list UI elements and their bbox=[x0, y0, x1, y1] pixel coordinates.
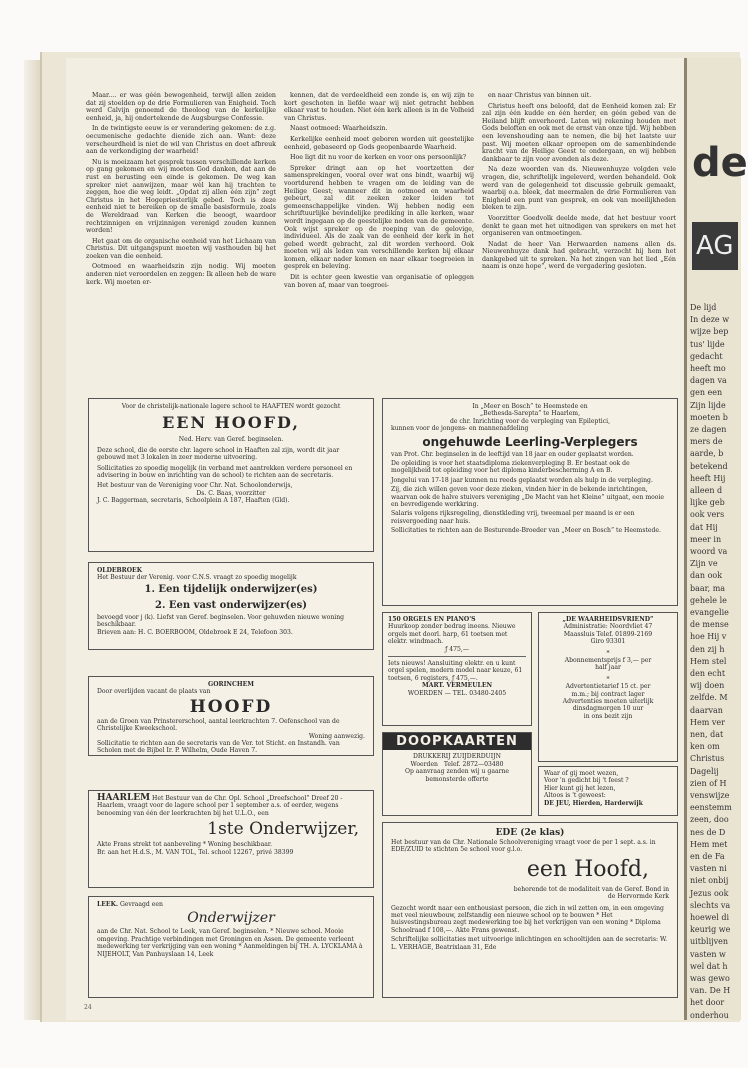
ede-big: een Hoofd, bbox=[526, 856, 649, 882]
right-column-line: Christus bbox=[690, 754, 725, 764]
haaften-body1: Deze school, die de eerste chr. lagere school in Haaften zal zijn, wordt dit jaar gebouwd met 3 lokalen in zeer moderne uitvoering. bbox=[97, 446, 340, 462]
heemstede-p6: Sollicitaties te richten aan de Besturende-Broeder van „Meer en Bosch” te Heemstede. bbox=[391, 527, 661, 535]
right-column-line: tus' lijde bbox=[690, 339, 725, 349]
waarheid-adv1: Advertentietarief 15 ct. per bbox=[565, 683, 651, 691]
col3-para: Christus heeft ons beloofd, dat de Eenheid komen zal: Er zal zijn één kudde en één herder, en géén gebed van de Heiland blijft onverhoord. Laten wij rekening houden met Gods beloften en ook met de ernst van onze tijd. Wij hebben een levenshouding aan te nemen, die bij het laatste uur past. Wij moeten elkaar oproepen om de samenbindende kracht van de Heilige Geest te ondergaan, en wij hebben dankbaar te zijn voor avonden als deze. bbox=[482, 102, 676, 163]
right-column-line: ook vers bbox=[690, 510, 725, 520]
right-column-line: In deze w bbox=[690, 315, 730, 325]
poem-line: Hier kunt gij het lezen, bbox=[544, 784, 616, 792]
col3-para: Voorzitter Goedvolk deelde mede, dat het bestuur voort denkt te gaan met het uitnodigen van sprekers en met het organiseren van ontmoetingen. bbox=[482, 214, 676, 238]
waarheid-adv2: m.m.; bij contract lager bbox=[571, 690, 645, 698]
orgels-title: 150 ORGELS EN PIANO'S bbox=[388, 616, 476, 623]
waarheid-admin: Administratie: Noordvliet 47 bbox=[563, 623, 653, 631]
right-column-line: den echt bbox=[690, 669, 726, 678]
ede-body: Gezocht wordt naar een enthousiast persoon, die zich in wil zetten om, in een omgeving met veel nieuwbouw, zelfstandig een nieuwe school op te bouwen * Het huisvestingsbureau zegt medewerking toe bij het verkrijgen van een woning * Diploma Schoolraad f 108,—. Akte Frans gewenst. bbox=[391, 904, 664, 934]
waarheid-title: „DE WAARHEIDSVRIEND” bbox=[562, 616, 654, 623]
right-column-line: Zijn ve bbox=[690, 559, 718, 569]
col3-para: Nadat de heer Van Herwaarden namens allen ds. Nieuwenhuyze dank had gebracht, verzocht hij hem het dankgebed uit te spreken. Na het zingen van het lied „Eén naam is onze hope”, werd de vergadering gesloten. bbox=[482, 240, 676, 271]
haaften-title: EEN HOOFD, bbox=[162, 413, 300, 433]
right-column-line: dan ook bbox=[690, 571, 723, 581]
haaften-intro: Voor de christelijk-nationale lagere school te HAAFTEN wordt gezocht bbox=[121, 403, 341, 410]
ad-oldebroek bbox=[88, 562, 374, 650]
right-column-line: zeen, doo bbox=[690, 815, 729, 825]
divider bbox=[388, 656, 526, 657]
ede-intro: Het bestuur van de Chr. Nationale Schoolvereniging vraagt voor de per 1 sept. a.s. in EDE/ZUID te stichten 5e school voor g.l.o. bbox=[391, 839, 656, 854]
gorinchem-intro: Door overlijden vacant de plaats van bbox=[97, 688, 211, 696]
right-column-line: wel dat h bbox=[690, 961, 728, 971]
gorinchem-place: GORINCHEM bbox=[208, 681, 254, 688]
ad-haarlem bbox=[88, 790, 374, 888]
gorinchem-contact: Sollicitatie te richten aan de secretaris van de Ver. tot Sticht. en Instandh. van Scholen met de Bijbel Ir. P. Wilhelm, Oude Haven 7. bbox=[97, 740, 340, 755]
heemstede-p1: van Prot. Chr. beginselen in de leeftijd van 18 jaar en ouder geplaatst worden. bbox=[391, 450, 634, 458]
heemstede-line1: In „Meer en Bosch” te Heemstede en bbox=[472, 403, 588, 410]
right-banner: AG bbox=[692, 222, 738, 270]
ede-sub: behorende tot de modaliteit van de Geref. Bond in de Hervormde Kerk bbox=[513, 885, 669, 901]
right-column-line: alleen d bbox=[690, 486, 723, 495]
right-column-line: nen, dat bbox=[690, 730, 724, 739]
waarheid-sub2: half jaar bbox=[595, 664, 621, 672]
leek-intro: Gevraagd een bbox=[119, 901, 163, 908]
ad-orgels bbox=[382, 612, 532, 726]
right-column-line: Hem stel bbox=[690, 656, 727, 666]
right-column-line: eenstemm bbox=[690, 803, 732, 813]
right-column-line: mers de bbox=[690, 437, 723, 447]
right-column-line: en de Fa bbox=[690, 852, 725, 861]
right-column-line: uitblijven bbox=[690, 937, 729, 947]
right-column-line: zien of H bbox=[690, 778, 727, 788]
haaften-body2: Sollicitaties zo spoedig mogelijk (in verband met aantrekken verdere personeel en advisering in bouw en inrichting van de school) te richten aan de secretaris. bbox=[97, 464, 353, 480]
right-column-line: was gewo bbox=[690, 974, 730, 983]
right-column-line: lijke geb bbox=[690, 498, 725, 508]
right-column-line: hoewel di bbox=[690, 913, 730, 922]
right-column-line: het door bbox=[690, 998, 725, 1008]
haaften-body3: Het bestuur van de Vereniging voor Chr. Nat. Schoolonderwijs, bbox=[97, 482, 293, 490]
ad-gorinchem bbox=[88, 676, 374, 756]
right-column-line: vasten ni bbox=[690, 864, 727, 874]
right-column-line: slechts va bbox=[690, 900, 731, 910]
col2-para: Kerkelijke eenheid moet geboren worden uit geestelijke eenheid, gebaseerd op Gods geopenbaarde Waarheid. bbox=[284, 135, 474, 151]
asterisk: * bbox=[606, 675, 610, 683]
doop-title: DOOPKAARTEN bbox=[383, 733, 531, 750]
gorinchem-body: aan de Groen van Prinstererschool, aantal leerkrachten 7. Oefenschool van de Christelijke Kweekschool. bbox=[97, 717, 340, 733]
orgels-name: MART. VERMEULEN bbox=[421, 682, 493, 690]
right-column-line: dagen va bbox=[690, 376, 727, 386]
waarheid-giro: Giro 93301 bbox=[590, 638, 626, 646]
right-column-line: wijze bep bbox=[690, 327, 729, 337]
orgels-body: Huurkoop zonder bedrag ineens. Nieuwe orgels met doorl. harp, 61 toetsen met elektr. windmach. bbox=[388, 623, 516, 646]
right-column-line: baar, ma bbox=[690, 583, 726, 593]
oldebroek-body: bevoegd voor j (k). Liefst van Geref. beginselen. Voor gehuwden nieuwe woning beschikbaar. bbox=[97, 613, 345, 629]
right-headline: de bbox=[692, 140, 748, 186]
right-column-line: vasten w bbox=[690, 949, 726, 959]
ad-waarheidsvriend bbox=[538, 612, 678, 762]
doop-printer: DRUKKERIJ ZUIJDERDUIJN bbox=[413, 753, 501, 761]
right-column-line: dat Hij bbox=[690, 522, 718, 532]
ad-haaften bbox=[88, 398, 374, 552]
poem-line: Voor 'n gedicht bij 't feest ? bbox=[544, 777, 629, 785]
doop-note2: bemonsterde offerte bbox=[425, 775, 489, 783]
heemstede-title: ongehuwde Leerling-Verplegers bbox=[422, 434, 638, 449]
oldebroek-item1: 1. Een tijdelijk onderwijzer(es) bbox=[144, 583, 318, 595]
haarlem-place: HAARLEM bbox=[97, 793, 151, 803]
haaften-sign1: Ds. C. Baas, voorzitter bbox=[196, 489, 266, 497]
right-column-line: de mense bbox=[690, 620, 729, 630]
right-column-line: woord va bbox=[690, 547, 728, 556]
ad-poem bbox=[538, 766, 678, 816]
right-column-line: ken om bbox=[690, 742, 720, 752]
ede-contact: Schriftelijke sollicitaties met uitvoerige inlichtingen en schooltijden aan de secretaris: W. L. VERHAGE, Beatrixlaan 31, Ede bbox=[391, 936, 668, 951]
col2-para: Hoe ligt dit nu voor de kerken en voor ons persoonlijk? bbox=[290, 154, 467, 162]
heemstede-p3: Jongelui van 17-18 jaar kunnen nu reeds geplaatst worden als hulp in de verpleging. bbox=[391, 476, 653, 484]
col1-para: Het gaat om de organische eenheid van het Lichaam van Christus. Dit uitgangspunt moeten wij vasthouden bij het zoeken van die eenheid. bbox=[86, 237, 276, 260]
right-column-line: venswijze bbox=[690, 791, 730, 800]
ad-ede bbox=[382, 822, 678, 998]
right-column-line: De lijd bbox=[690, 303, 717, 312]
article-column-3 bbox=[482, 92, 676, 274]
article-column-1 bbox=[86, 92, 276, 289]
haarlem-body: Akte Frans strekt tot aanbeveling * Woning beschikbaar. bbox=[97, 841, 273, 849]
right-column-line: moeten b bbox=[690, 412, 728, 422]
doop-tel: Telef. 2872—03480 bbox=[443, 760, 504, 768]
right-column-line: aarde, b bbox=[690, 449, 724, 459]
orgels-price1: ƒ 475,— bbox=[445, 645, 469, 653]
poem-signature: DE JEU, Hierden, Harderwijk bbox=[544, 799, 643, 807]
right-column-line: Jezus ook bbox=[690, 888, 729, 898]
oldebroek-item2: 2. Een vast onderwijzer(es) bbox=[154, 599, 308, 611]
leek-title: Onderwijzer bbox=[187, 910, 275, 927]
ad-heemstede bbox=[382, 398, 678, 606]
col1-para: Nu is moeizaam het gesprek tussen verschillende kerken op gang gekomen en wij moeten God danken, dat aan de rust en berusting een einde is gekomen. De weg kan spreker niet aanwijzen, maar wèl kan hij trachten te zeggen, hoe die weg leidt. „Opdat zij allen één zijn” zegt Christus in het Hogepriesterlijk gebed. Toch is deze eenheid niet te bereiken op de smalle basisformule, zoals de Wereldraad van Kerken die beoogt, waardoor rechtzinnigen en vrijzinnigen verenigd zouden kunnen worden! bbox=[86, 158, 276, 235]
right-column-line: zelfde. M bbox=[690, 693, 728, 703]
haarlem-contact: Br. aan het H.d.S., M. VAN TOL, Tel. school 12267, privé 38399 bbox=[97, 848, 294, 856]
heemstede-line4: kunnen voor de jongens- en mannenafdeling bbox=[391, 425, 529, 433]
right-column-line: Hem met bbox=[690, 839, 728, 849]
col2-para: Dit is echter geen kwestie van organisatie of opleggen van boven af, maar van toegroei- bbox=[284, 274, 474, 289]
page-number: 24 bbox=[84, 1004, 92, 1011]
waarheid-sub1: Abonnementsprijs f 3,— per bbox=[564, 657, 652, 665]
waarheid-adv4: in ons bezit zijn bbox=[583, 712, 633, 720]
right-column-line: wij doen bbox=[690, 681, 725, 691]
haarlem-title: 1ste Onderwijzer, bbox=[207, 819, 359, 840]
haaften-sign2: J. C. Baggerman, secretaris, Schoolplein A 187, Haaften (Gld). bbox=[97, 497, 290, 505]
right-column-line: Dagelij bbox=[690, 766, 719, 776]
col1-para: In de twintigste eeuw is er verandering gekomen: de z.g. oecumenische gedachte dienide zich aan. Want: deze verscheurdheid is niet de wil van Christus en doet afbreuk aan de verkondiging der waarheid! bbox=[86, 125, 276, 156]
right-column-line: nes de D bbox=[690, 827, 726, 837]
right-column-line: Zijn lijde bbox=[690, 400, 726, 410]
oldebroek-intro: Het Bestuur der Verenig. voor C.N.S. vraagt zo spoedig mogelijk bbox=[97, 574, 297, 582]
right-column-line: heeft Hij bbox=[690, 473, 726, 483]
heemstede-line3: de chr. Inrichting voor de verpleging van Epileptici, bbox=[449, 417, 611, 425]
right-column-line: heeft mo bbox=[690, 364, 726, 373]
poem-line: Altoos is 't geweest: bbox=[544, 792, 606, 800]
right-column-line: evangelie bbox=[690, 608, 729, 617]
waarheid-adv3: Advertenties moeten uiterlijk dinsdagmorgen 10 uur bbox=[562, 698, 654, 713]
right-column-line: betekend bbox=[690, 461, 728, 471]
oldebroek-contact: Brieven aan: H. C. BOERBOOM, Oldebroek E 24, Telefoon 303. bbox=[97, 628, 293, 636]
heemstede-p4: Zij, die zich willen geven voor deze zieken, vinden hier in de bekende inrichtingen, waarvan ook de halve stuivers vereniging „De Macht van het Kleine” uitgaat, een mooie en bevredigende werkkring. bbox=[391, 486, 664, 509]
right-column-line: van. De H bbox=[690, 986, 731, 996]
ad-leek bbox=[88, 896, 374, 998]
right-column-line: niet onbij bbox=[690, 876, 729, 886]
col3-para: Na deze woorden van ds. Nieuwenhuyze volgden vele vragen, die, schriftelijk ingeleverd, werden behandeld. Ook werd van de gelegenheid tot discussie gebruik gemaakt, waarbij o.a. bleek, dat meermalen de drie Formulieren van Enigheid een punt van gesprek, en ook van moeilijkheden bleken te zijn. bbox=[482, 166, 676, 212]
heemstede-p5: Salaris volgens rijksregeling, dienstkleding vrij, tweemaal per maand is er een reisvergoeding naar huis. bbox=[391, 510, 635, 525]
haaften-sub: Ned. Herv. van Geref. beginselen. bbox=[178, 436, 284, 444]
orgels-body2: Iets nieuws! Aansluiting elektr. en u kunt orgel spelen, modern model naar keuze, 61 toetsen, 6 registers, ƒ 475,—. bbox=[388, 660, 523, 682]
right-column-line: keurig we bbox=[690, 925, 731, 935]
haarlem-intro: Het Bestuur van de Chr. Opl. School „Dreefschool” Dreef 20 - Haarlem, vraagt voor de lagere school per 1 september a.s. of eerder, wegens benoeming van één der leerkrachten bij het U.L.O., een bbox=[97, 795, 343, 817]
right-column-line: Hem ver bbox=[690, 717, 725, 727]
leek-body: aan de Chr. Nat. School te Leek, van Geref. beginselen. * Nieuwe school. Mooie omgeving. Prachtige verbindingen met Groningen en Assen. De gemeente verleent medewerking ter verkrijging van een woning * Aanmeldingen bij TH. A. LYCKLAMA à NIJEHOLT, Van Panhuyslaan 14, Leek bbox=[97, 928, 363, 958]
doop-note: Op aanvraag zenden wij u gaarne bbox=[404, 768, 510, 776]
article-column-2 bbox=[284, 92, 474, 292]
right-column-line: gedacht bbox=[690, 351, 723, 361]
ad-doopkaarten bbox=[382, 732, 532, 816]
heemstede-p2: De opleiding is voor het staatsdiploma ziekenverpleging B. Er bestaat ook de mogelijkheid tot opleiding voor het diploma kinderbescherming A en B. bbox=[391, 460, 630, 475]
col1-para: Ootmoed en waarheidszin zijn nodig. Wij moeten anderen niet veroordelen en zeggen: Ik alleen heb de ware kerk. Wij moeten er- bbox=[86, 263, 276, 286]
gorinchem-title: HOOFD bbox=[189, 696, 273, 717]
right-column-line: daarvan bbox=[690, 705, 723, 715]
asterisk: * bbox=[606, 649, 610, 657]
right-column-line: onderhou bbox=[690, 1010, 729, 1020]
poem-line: Waar of gij moet wezen, bbox=[544, 770, 619, 777]
right-column-line: meer in bbox=[690, 534, 722, 544]
right-column-line: den zij h bbox=[690, 644, 725, 654]
oldebroek-place: OLDEBROEK bbox=[97, 567, 142, 574]
doop-city: Woerden bbox=[410, 760, 438, 768]
right-column-line: hoe Hij v bbox=[690, 632, 727, 642]
heemstede-line2: „Bethesda-Sarepta” te Haarlem, bbox=[479, 410, 581, 418]
waarheid-city: Maassluis Telef. 01899-2169 bbox=[563, 630, 653, 638]
orgels-address: WOERDEN — TEL. 03480-2405 bbox=[407, 689, 507, 697]
col1-para: Maar.... er was géén bewogenheid, terwijl allen zeiden dat zij stoelden op de drie Formulieren van Enigheid. Toch werd Calvijn genoemd de theoloog van de kerkelijke eenheid, ja, hij ondertekende de Augsburgse Confessie. bbox=[86, 92, 276, 122]
right-column-line: gen een bbox=[690, 388, 723, 398]
col3-para: en naar Christus van binnen uit. bbox=[488, 92, 592, 99]
right-column-line: ze dagen bbox=[690, 425, 727, 434]
col2-para: Spreker dringt aan op het voortzetten der samensprekingen, vooral over wat ons bindt, waarbij wij voortdurend hebben te vragen om de leiding van de Heilige Geest; wanneer dit in ootmoed en waarheid gebeurt, zal dit zeeken zeker leiden tot gemeenschappelijke vinden. Wij hebben nodig een schriftuurlijke bevindelijke prediking in alle kerken, waar wordt ingegaan op de geestelijke noden van de gemeente. Ook wijst spreker op de roeping van de gelovige, individueel. Als de zaak van de eenheid der kerk in het gebed wordt gebracht, zal dit worden verhoord. Ook moeten wij als leden van verschillende kerken bij elkaar komen, elkaar nader komen en naar elkaar toegroeien in gesprek en belevíng. bbox=[284, 164, 474, 271]
leek-place: LEEK. bbox=[97, 901, 118, 908]
ede-title: EDE (2e klas) bbox=[495, 828, 565, 838]
col2-para: Naast ootmoed: Waarheidszin. bbox=[290, 125, 388, 133]
col2-para: kennen, dat de verdeeldheid een zonde is, en wij zijn te kort geschoten in liefde waar wij niet getracht hebben elkaar vast te houden. Niet één kerk alleen is in de Volheid van Christus. bbox=[284, 92, 474, 122]
right-column-line: gehele le bbox=[690, 595, 727, 605]
gorinchem-housing: Woning aanwezig. bbox=[308, 732, 365, 740]
